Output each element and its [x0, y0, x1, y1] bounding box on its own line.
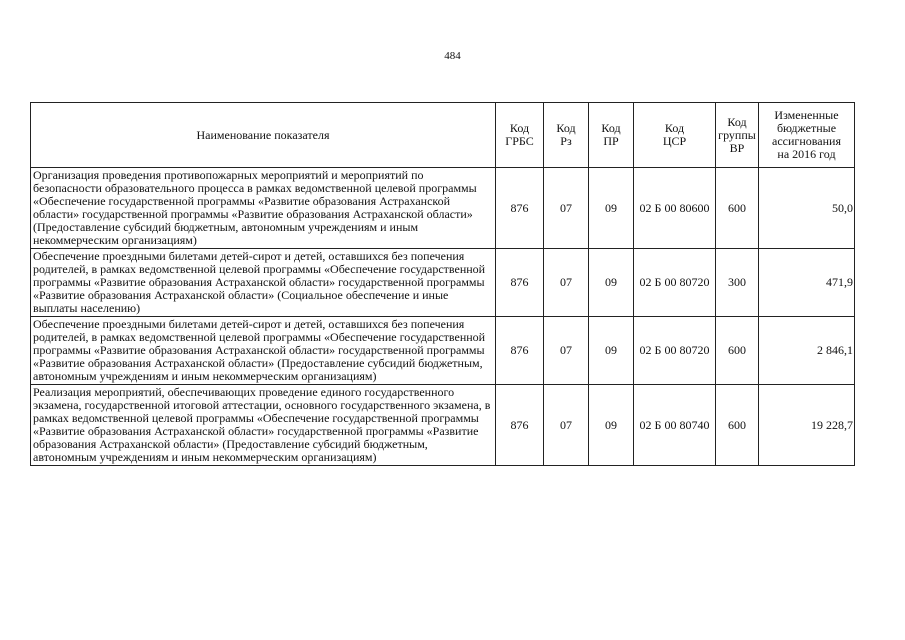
header-amount-line: на 2016 год	[777, 147, 836, 161]
header-rz-line: Код	[556, 121, 576, 135]
cell-amount: 50,0	[759, 168, 855, 249]
cell-vr: 600	[716, 385, 759, 466]
cell-grbs: 876	[496, 168, 544, 249]
cell-pr: 09	[589, 317, 634, 385]
cell-vr: 600	[716, 317, 759, 385]
cell-rz: 07	[544, 249, 589, 317]
cell-grbs: 876	[496, 317, 544, 385]
header-pr-line: Код	[601, 121, 621, 135]
header-grbs	[496, 103, 544, 168]
cell-name: Обеспечение проездными билетами детей-сирот и детей, оставшихся без попечения родителей, в рамках ведомственной целевой программы «Обеспечение государственной программы «Развитие образования Астраханской области» государственной программы «Развитие образования Астраханской области» (Социальное обеспечение и иные выплаты населению)	[31, 249, 496, 317]
header-grbs-line: Код	[509, 121, 530, 135]
cell-pr: 09	[589, 385, 634, 466]
header-rz-line: Рз	[560, 134, 572, 148]
cell-csr: 02 Б 00 80740	[634, 385, 716, 466]
cell-vr: 600	[716, 168, 759, 249]
cell-name: Реализация мероприятий, обеспечивающих проведение единого государственного экзамена, государственной итоговой аттестации, основного государственного экзамена, в рамках ведомственной целевой программы «Обеспечение государственной программы «Развитие образования Астраханской области» государственной программы «Развитие образования Астраханской области» (Предоставление субсидий бюджетным, автономным учреждениям и иным некоммерческим организациям)	[31, 385, 496, 466]
cell-rz: 07	[544, 317, 589, 385]
header-amount-line: ассигнования	[772, 134, 841, 148]
header-vr-line: Код	[727, 114, 747, 129]
table-row	[31, 168, 855, 249]
cell-rz: 07	[544, 168, 589, 249]
header-pr	[589, 103, 634, 168]
header-name-label: Наименование показателя	[196, 127, 330, 142]
header-grbs-line: ГРБС	[505, 134, 534, 148]
cell-name: Обеспечение проездными билетами детей-сирот и детей, оставшихся без попечения родителей, в рамках ведомственной целевой программы «Обеспечение государственной программы «Развитие образования Астраханской области» государственной программы «Развитие образования Астраханской области» (Предоставление субсидий бюджетным, автономным учреждениям и иным некоммерческим организациям)	[31, 317, 496, 385]
header-csr	[634, 103, 716, 168]
table-row	[31, 249, 855, 317]
table-row	[31, 385, 855, 466]
header-vr-line: ВР	[729, 140, 745, 155]
page-number: 484	[444, 50, 461, 62]
cell-name: Организация проведения противопожарных мероприятий и мероприятий по безопасности образовательного процесса в рамках ведомственной целевой программы «Обеспечение государственной программы «Развитие образования Астраханской области» государственной программы «Развитие образования Астраханской области» (Предоставление субсидий бюджетным, автономным учреждениям и иным некоммерческим организациям)	[31, 168, 496, 249]
cell-grbs: 876	[496, 249, 544, 317]
cell-pr: 09	[589, 249, 634, 317]
budget-table	[30, 102, 855, 466]
cell-amount: 471,9	[759, 249, 855, 317]
cell-rz: 07	[544, 385, 589, 466]
cell-grbs: 876	[496, 385, 544, 466]
header-amount-line: бюджетные	[776, 121, 837, 135]
cell-vr: 300	[716, 249, 759, 317]
table-row	[31, 317, 855, 385]
cell-csr: 02 Б 00 80720	[634, 249, 716, 317]
header-name	[31, 103, 496, 168]
cell-pr: 09	[589, 168, 634, 249]
cell-amount: 19 228,7	[759, 385, 855, 466]
cell-csr: 02 Б 00 80600	[634, 168, 716, 249]
table-header-row	[31, 103, 855, 168]
header-vr	[716, 103, 759, 168]
header-vr-line: группы	[718, 127, 756, 142]
header-rz	[544, 103, 589, 168]
header-amount	[759, 103, 855, 168]
cell-amount: 2 846,1	[759, 317, 855, 385]
header-csr-line: Код	[664, 121, 685, 135]
header-amount-line: Измененные	[774, 108, 839, 122]
cell-csr: 02 Б 00 80720	[634, 317, 716, 385]
header-csr-line: ЦСР	[662, 134, 687, 148]
header-pr-line: ПР	[603, 134, 619, 148]
